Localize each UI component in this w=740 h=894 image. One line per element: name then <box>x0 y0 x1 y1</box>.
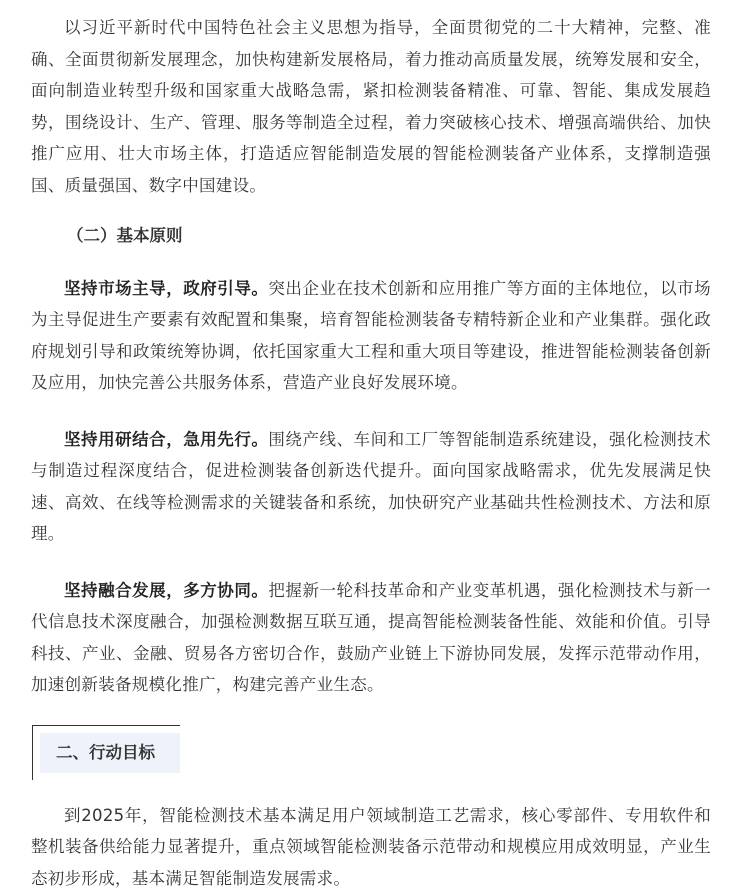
principle-2-lead: 坚持用研结合，急用先行。 <box>64 430 268 449</box>
intro-paragraph: 以习近平新时代中国特色社会主义思想为指导，全面贯彻党的二十大精神，完整、准确、全面贯彻新发展理念，加快构建新发展格局，着力推动高质量发展，统筹发展和安全，面向制造业转型升级和国家重大战略急需，紧扣检测装备精准、可靠、智能、集成发展趋势，围绕设计、生产、管理、服务等制造全过程，着力突破核心技术、增强高端供给、加快推广应用、壮大市场主体，打造适应智能制造发展的智能检测装备产业体系，支撑制造强国、质量强国、数字中国建设。 <box>31 12 711 201</box>
goals-section-header <box>32 725 182 780</box>
goals-heading: 二、行动目标 <box>56 733 155 773</box>
principle-1-text: 突出企业在技术创新和应用推广等方面的主体地位，以市场为主导促进生产要素有效配置和集聚，培育智能检测装备专精特新企业和产业集群。强化政府规划引导和政策统筹协调，依托国家重大工程和重大项目等建设，推进智能检测装备创新及应用，加快完善公共服务体系，营造产业良好发展环境。 <box>31 279 711 393</box>
section-header-top-border <box>32 725 180 726</box>
principle-3-lead: 坚持融合发展，多方协同。 <box>64 581 268 600</box>
principle-paragraph-1 <box>31 273 711 399</box>
principle-1-lead: 坚持市场主导，政府引导。 <box>64 279 268 298</box>
principle-paragraph-3 <box>31 575 711 701</box>
goals-paragraph: 到2025年，智能检测技术基本满足用户领域制造工艺需求，核心零部件、专用软件和整机装备供给能力显著提升，重点领域智能检测装备示范带动和规模应用成效明显，产业生态初步形成，基本满足智能制造发展需求。 <box>31 800 711 894</box>
principle-2-text: 围绕产线、车间和工厂等智能制造系统建设，强化检测技术与制造过程深度结合，促进检测装备创新迭代提升。面向国家战略需求，优先发展满足快速、高效、在线等检测需求的关键装备和系统，加快研究产业基础共性检测技术、方法和原理。 <box>31 430 711 544</box>
principle-paragraph-2 <box>31 424 711 550</box>
article-body <box>31 2 711 894</box>
section-header-left-border <box>32 725 33 780</box>
principles-heading: （二）基本原则 <box>31 220 711 252</box>
principle-3-text: 把握新一轮科技革命和产业变革机遇，强化检测技术与新一代信息技术深度融合，加强检测数据互联互通，提高智能检测装备性能、效能和价值。引导科技、产业、金融、贸易各方密切合作，鼓励产业链上下游协同发展，发挥示范带动作用，加速创新装备规模化推广，构建完善产业生态。 <box>31 581 711 695</box>
